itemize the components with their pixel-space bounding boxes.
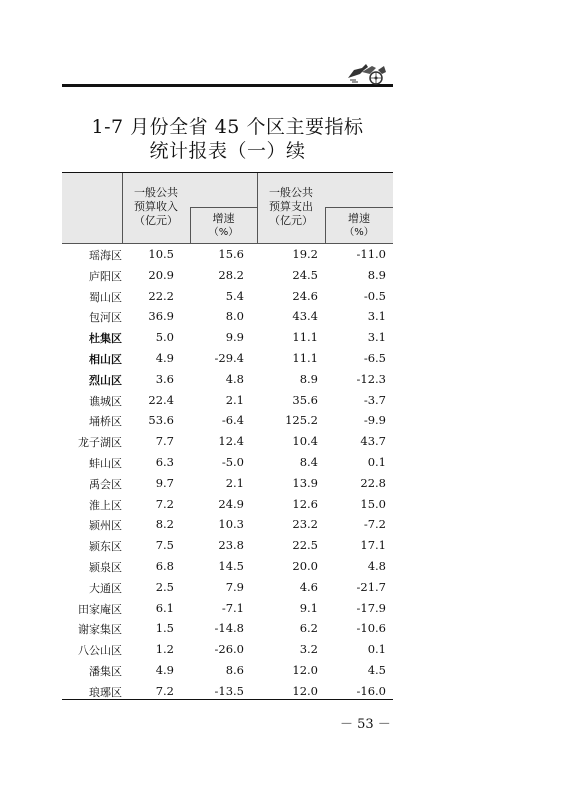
revenue-value: 7.7	[155, 434, 174, 449]
revenue-growth-value: 5.4	[225, 288, 244, 303]
table-row	[62, 660, 393, 681]
revenue-value: 5.0	[155, 330, 174, 345]
revenue-growth-value: -5.0	[221, 454, 244, 469]
table-row	[62, 410, 393, 431]
revenue-growth-value: 28.2	[218, 267, 244, 282]
expenditure-value: 20.0	[292, 558, 318, 573]
expenditure-value: 4.6	[299, 579, 318, 594]
page-title-line1: 1-7 月份全省 45 个区主要指标	[91, 116, 364, 138]
expenditure-value: 24.6	[292, 288, 318, 303]
revenue-value: 1.5	[155, 621, 174, 636]
revenue-growth-value: 14.5	[218, 558, 244, 573]
district-name: 大通区	[89, 581, 122, 595]
expenditure-growth-value: -7.2	[363, 517, 386, 532]
expenditure-value: 11.1	[292, 350, 318, 365]
district-name: 淮上区	[89, 498, 122, 512]
district-name: 龙子湖区	[78, 436, 122, 450]
expenditure-value: 8.9	[299, 371, 318, 386]
district-name: 瑶海区	[89, 249, 122, 262]
revenue-growth-value: -7.1	[221, 600, 244, 615]
page-number: － 53 －	[340, 717, 391, 732]
revenue-value: 36.9	[148, 309, 174, 324]
expenditure-growth-value: -9.9	[363, 413, 386, 428]
revenue-value: 22.2	[148, 288, 174, 303]
expenditure-value: 6.2	[299, 621, 318, 636]
revenue-value: 7.2	[155, 496, 174, 511]
table-row	[62, 598, 393, 619]
table-row	[62, 452, 393, 473]
expenditure-value: 35.6	[292, 392, 318, 407]
revenue-value: 22.4	[148, 392, 174, 407]
table-row	[62, 556, 393, 577]
expenditure-value: 24.5	[292, 267, 318, 282]
expenditure-growth-value: -0.5	[363, 288, 386, 303]
revenue-growth-value: 4.8	[225, 371, 244, 386]
district-name: 田家庵区	[78, 602, 122, 616]
expenditure-value: 13.9	[292, 475, 318, 490]
page-title-line2: 统计报表（一）续	[149, 140, 306, 162]
district-name: 蚌山区	[89, 456, 122, 470]
expenditure-growth-value: 4.5	[367, 662, 386, 677]
expenditure-value: 22.5	[292, 538, 318, 553]
revenue-growth-value: 23.8	[218, 538, 244, 553]
expenditure-growth-value: -10.6	[356, 621, 386, 636]
expenditure-growth-value: 17.1	[360, 538, 386, 553]
expenditure-value: 43.4	[292, 309, 318, 324]
expenditure-value: 12.0	[292, 683, 318, 698]
table-row	[62, 244, 393, 265]
expenditure-growth-value: -3.7	[363, 392, 386, 407]
expenditure-growth-value: 43.7	[360, 434, 386, 449]
expenditure-value: 12.6	[292, 496, 318, 511]
table-row	[62, 390, 393, 411]
district-name: 蜀山区	[89, 290, 122, 304]
district-name: 谯城区	[89, 394, 122, 408]
revenue-value: 8.2	[155, 517, 174, 532]
revenue-value: 6.1	[155, 600, 174, 615]
expenditure-value: 19.2	[292, 247, 318, 261]
district-name: 烈山区	[89, 373, 122, 387]
revenue-growth-value: 2.1	[225, 392, 244, 407]
expenditure-value: 11.1	[292, 330, 318, 345]
stats-table	[62, 172, 393, 700]
district-name: 谢家集区	[78, 623, 122, 637]
expenditure-growth-value: -16.0	[356, 683, 386, 698]
revenue-growth-value: 10.3	[218, 517, 244, 532]
revenue-growth-value: 15.6	[218, 247, 244, 261]
revenue-value: 4.9	[155, 350, 174, 365]
revenue-growth-header: 增速 （%）	[208, 212, 239, 238]
district-name: 潘集区	[89, 664, 122, 678]
table-row	[62, 473, 393, 494]
table-row	[62, 286, 393, 307]
revenue-growth-value: 2.1	[225, 475, 244, 490]
district-name: 包河区	[89, 311, 122, 325]
revenue-growth-value: 8.0	[225, 309, 244, 324]
revenue-growth-value: -14.8	[214, 621, 244, 636]
table-row	[62, 681, 393, 702]
expenditure-growth-value: -17.9	[356, 600, 386, 615]
district-name: 琅琊区	[89, 685, 122, 699]
expenditure-growth-value: 8.9	[367, 267, 386, 282]
table-header	[62, 173, 393, 244]
revenue-value: 2.5	[155, 579, 174, 594]
district-name: 颍东区	[89, 540, 122, 554]
district-name: 庐阳区	[89, 269, 122, 283]
table-body	[62, 244, 393, 702]
revenue-growth-value: 9.9	[225, 330, 244, 345]
district-name: 禹会区	[89, 477, 122, 491]
revenue-value: 20.9	[148, 267, 174, 282]
expenditure-growth-value: -12.3	[356, 371, 386, 386]
expenditure-growth-value: -11.0	[356, 247, 386, 261]
revenue-value: 7.2	[155, 683, 174, 698]
revenue-value: 6.3	[155, 454, 174, 469]
revenue-value: 9.7	[155, 475, 174, 490]
table-row	[62, 306, 393, 327]
revenue-value: 6.8	[155, 558, 174, 573]
table-row	[62, 535, 393, 556]
chariot-logo-icon	[344, 58, 390, 86]
table-row	[62, 514, 393, 535]
expenditure-value: 12.0	[292, 662, 318, 677]
revenue-header: 一般公共 预算收入 （亿元）	[134, 186, 178, 227]
district-name: 杜集区	[89, 332, 122, 346]
expenditure-growth-value: -6.5	[363, 350, 386, 365]
table-row	[62, 494, 393, 515]
district-name: 相山区	[89, 352, 122, 366]
expenditure-growth-value: 0.1	[367, 454, 386, 469]
expenditure-growth-value: 22.8	[360, 475, 386, 490]
revenue-value: 53.6	[148, 413, 174, 428]
expenditure-value: 8.4	[299, 454, 318, 469]
table-row	[62, 618, 393, 639]
revenue-value: 1.2	[155, 642, 174, 657]
district-name: 颍泉区	[89, 560, 122, 574]
table-row	[62, 369, 393, 390]
revenue-value: 10.5	[148, 247, 174, 261]
table-row	[62, 348, 393, 369]
expenditure-value: 9.1	[299, 600, 318, 615]
expenditure-value: 23.2	[292, 517, 318, 532]
expenditure-growth-header: 增速 （%）	[344, 212, 374, 238]
expenditure-value: 3.2	[299, 642, 318, 657]
revenue-growth-value: 8.6	[225, 662, 244, 677]
expenditure-growth-value: 0.1	[367, 642, 386, 657]
expenditure-growth-value: 4.8	[367, 558, 386, 573]
expenditure-growth-value: 15.0	[360, 496, 386, 511]
revenue-growth-value: 7.9	[225, 579, 244, 594]
revenue-growth-value: -6.4	[221, 413, 244, 428]
revenue-value: 7.5	[155, 538, 174, 553]
revenue-growth-value: -13.5	[214, 683, 244, 698]
district-name: 颍州区	[89, 519, 122, 533]
revenue-value: 3.6	[155, 371, 174, 386]
table-row	[62, 577, 393, 598]
table-row	[62, 431, 393, 452]
revenue-growth-value: 12.4	[218, 434, 244, 449]
expenditure-growth-value: 3.1	[367, 330, 386, 345]
revenue-growth-value: -26.0	[214, 642, 244, 657]
expenditure-value: 10.4	[292, 434, 318, 449]
revenue-value: 4.9	[155, 662, 174, 677]
table-row	[62, 327, 393, 348]
revenue-growth-value: 24.9	[218, 496, 244, 511]
table-row	[62, 639, 393, 660]
table-row	[62, 265, 393, 286]
expenditure-value: 125.2	[285, 413, 318, 428]
expenditure-header: 一般公共 预算支出 （亿元）	[269, 186, 313, 227]
expenditure-growth-value: -21.7	[356, 579, 386, 594]
expenditure-growth-value: 3.1	[367, 309, 386, 324]
revenue-growth-value: -29.4	[214, 350, 244, 365]
district-name: 埇桥区	[89, 415, 122, 429]
district-name: 八公山区	[78, 644, 122, 658]
